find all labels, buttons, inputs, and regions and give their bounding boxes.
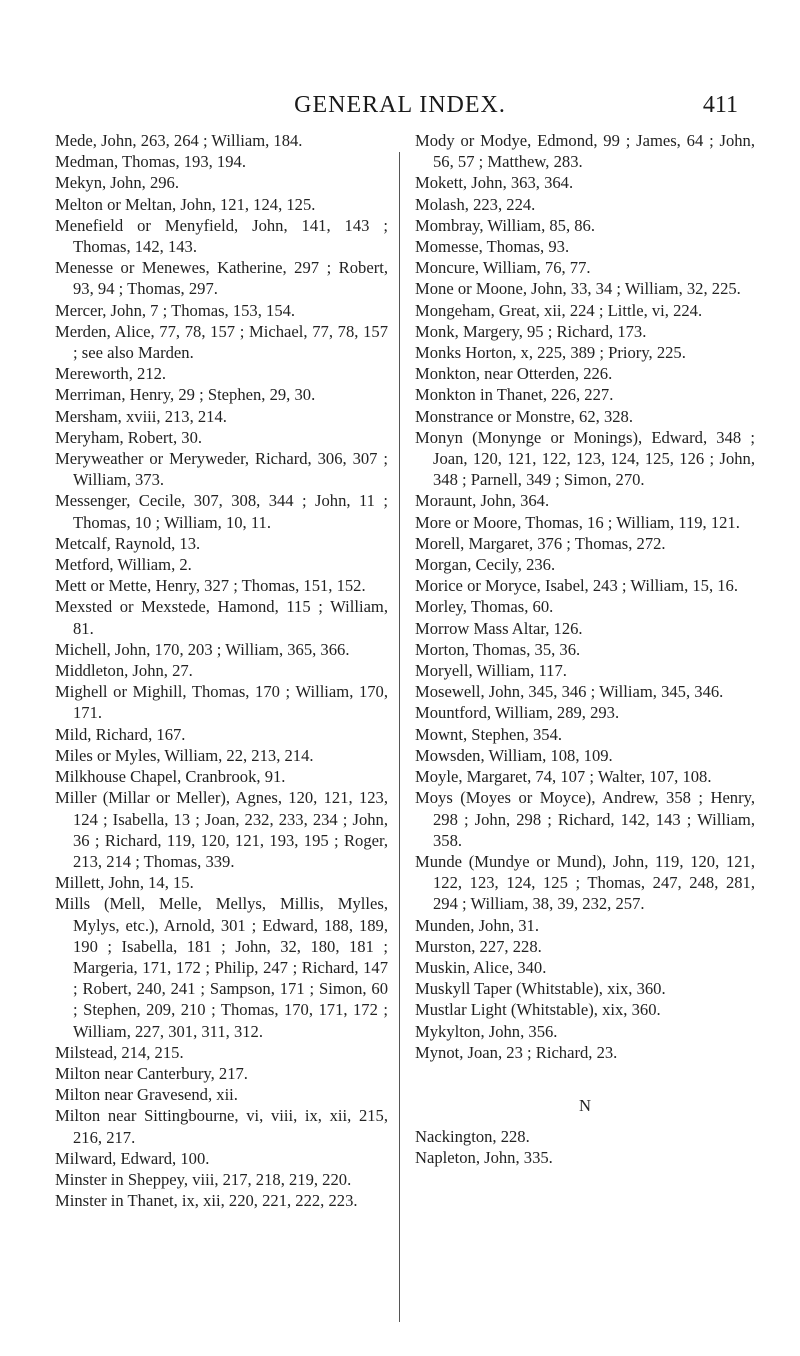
index-entry: Mongeham, Great, xii, 224 ; Little, vi, 224. bbox=[415, 300, 703, 320]
index-entry: Meryham, Robert, 30. bbox=[55, 427, 203, 447]
index-entry: Miles or Myles, William, 22, 213, 214. bbox=[55, 745, 314, 765]
index-entry: Monstrance or Monstre, 62, 328. bbox=[415, 406, 633, 426]
index-entry: Mede, John, 263, 264 ; William, 184. bbox=[55, 131, 303, 150]
index-entry: Mersham, xviii, 213, 214. bbox=[55, 406, 227, 426]
index-entry: Morton, Thomas, 35, 36. bbox=[415, 639, 581, 659]
index-entry: Milward, Edward, 100. bbox=[55, 1148, 210, 1168]
index-entry: Meryweather or Meryweder, Richard, 306, 307 ; William, 373. bbox=[55, 449, 388, 490]
right-column bbox=[415, 130, 755, 1169]
page-number: 411 bbox=[702, 92, 738, 118]
right-column-entries bbox=[415, 130, 755, 1063]
index-entry: Muskin, Alice, 340. bbox=[415, 957, 547, 977]
index-entry: Milkhouse Chapel, Cranbrook, 91. bbox=[55, 767, 286, 787]
index-entry: Metcalf, Raynold, 13. bbox=[55, 533, 201, 553]
index-entry: Mexsted or Mexstede, Hamond, 115 ; William, 81. bbox=[55, 597, 388, 638]
index-entry: Mynot, Joan, 23 ; Richard, 23. bbox=[415, 1042, 618, 1062]
index-entry: Monkton in Thanet, 226, 227. bbox=[415, 385, 614, 405]
index-entry: Moyle, Margaret, 74, 107 ; Walter, 107, 108. bbox=[415, 767, 712, 787]
index-entry: Mereworth, 212. bbox=[55, 364, 167, 384]
index-entry: Moncure, William, 76, 77. bbox=[415, 258, 591, 278]
index-entry: Michell, John, 170, 203 ; William, 365, 366. bbox=[55, 639, 350, 659]
index-entry: Nackington, 228. bbox=[415, 1127, 530, 1147]
index-entry: Mercer, John, 7 ; Thomas, 153, 154. bbox=[55, 300, 296, 320]
index-entry: More or Moore, Thomas, 16 ; William, 119, 121. bbox=[415, 512, 740, 532]
column-divider bbox=[399, 152, 400, 1322]
index-entry: Morley, Thomas, 60. bbox=[415, 597, 554, 617]
index-entry: Murston, 227, 228. bbox=[415, 936, 542, 956]
index-entry: Mild, Richard, 167. bbox=[55, 724, 186, 744]
index-entry: Momesse, Thomas, 93. bbox=[415, 237, 570, 257]
index-entry: Mokett, John, 363, 364. bbox=[415, 173, 574, 193]
index-entry: Morrow Mass Altar, 126. bbox=[415, 618, 583, 638]
index-entry: Milton near Gravesend, xii. bbox=[55, 1085, 238, 1105]
index-entry: Mekyn, John, 296. bbox=[55, 173, 179, 193]
index-entry: Mownt, Stephen, 354. bbox=[415, 724, 563, 744]
index-entry: Menefield or Menyfield, John, 141, 143 ; Thomas, 142, 143. bbox=[55, 215, 388, 257]
index-entry: Mowsden, William, 108, 109. bbox=[415, 745, 613, 765]
index-entry: Menesse or Menewes, Katherine, 297 ; Robert, 93, 94 ; Thomas, 297. bbox=[55, 258, 388, 299]
index-entry: Napleton, John, 335. bbox=[415, 1148, 553, 1168]
index-entry: Monks Horton, x, 225, 389 ; Priory, 225. bbox=[415, 343, 686, 363]
index-entry: Mone or Moone, John, 33, 34 ; William, 32, 225. bbox=[415, 279, 741, 299]
index-entry: Melton or Meltan, John, 121, 124, 125. bbox=[55, 194, 316, 214]
index-entry: Milton near Sittingbourne, vi, viii, ix, xii, 215, 216, 217. bbox=[55, 1106, 388, 1147]
index-entry: Moraunt, John, 364. bbox=[415, 491, 550, 511]
index-entry: Mighell or Mighill, Thomas, 170 ; William, 170, 171. bbox=[55, 682, 388, 723]
index-entry: Morell, Margaret, 376 ; Thomas, 272. bbox=[415, 533, 666, 553]
index-entry: Minster in Sheppey, viii, 217, 218, 219, 220. bbox=[55, 1169, 352, 1189]
index-entry: Molash, 223, 224. bbox=[415, 194, 536, 214]
index-entry: Mills (Mell, Melle, Mellys, Millis, Mylles, Mylys, etc.), Arnold, 301 ; Edward, 188, 189, 190 ; Isabella, 181 ; John, 32, 180, 181 ; Margeria, 171, 172 ; Philip, 247 ; Richard, 147 ; Robert, 240, 241 ; Sampson, 171 ; Simon, 60 ; Stephen, 209, 210 ; Thomas, 170, 171, 172 ; William, 227, 301, 311, 312. bbox=[55, 894, 388, 1041]
index-entry: Moryell, William, 117. bbox=[415, 661, 567, 681]
section-n-entries bbox=[415, 1126, 755, 1168]
index-entry: Monk, Margery, 95 ; Richard, 173. bbox=[415, 321, 647, 341]
index-entry: Morice or Moryce, Isabel, 243 ; William, 15, 16. bbox=[415, 576, 738, 596]
index-entry: Millett, John, 14, 15. bbox=[55, 873, 194, 893]
index-entry: Moys (Moyes or Moyce), Andrew, 358 ; Henry, 298 ; John, 298 ; Richard, 142, 143 ; William, 358. bbox=[415, 788, 755, 850]
index-entry: Morgan, Cecily, 236. bbox=[415, 555, 556, 575]
left-column bbox=[55, 130, 388, 1211]
index-entry: Monkton, near Otterden, 226. bbox=[415, 364, 613, 384]
running-title: GENERAL INDEX. bbox=[294, 92, 506, 118]
index-entry: Mykylton, John, 356. bbox=[415, 1021, 558, 1041]
page-header bbox=[0, 92, 800, 124]
index-entry: Mombray, William, 85, 86. bbox=[415, 215, 596, 235]
index-entry: Mody or Modye, Edmond, 99 ; James, 64 ; John, 56, 57 ; Matthew, 283. bbox=[415, 131, 755, 172]
index-entry: Munden, John, 31. bbox=[415, 915, 539, 935]
index-entry: Mosewell, John, 345, 346 ; William, 345, 346. bbox=[415, 682, 724, 702]
index-entry: Medman, Thomas, 193, 194. bbox=[55, 152, 246, 172]
index-entry: Messenger, Cecile, 307, 308, 344 ; John, 11 ; Thomas, 10 ; William, 10, 11. bbox=[55, 491, 388, 532]
index-entry: Monyn (Monynge or Monings), Edward, 348 ; Joan, 120, 121, 122, 123, 124, 125, 126 ; John, 348 ; Parnell, 349 ; Simon, 270. bbox=[415, 427, 755, 490]
index-entry: Miller (Millar or Meller), Agnes, 120, 121, 123, 124 ; Isabella, 13 ; Joan, 232, 233, 234 ; John, 36 ; Richard, 119, 120, 121, 193, 195 ; Roger, 213, 214 ; Thomas, 339. bbox=[55, 788, 388, 871]
index-entry: Merden, Alice, 77, 78, 157 ; Michael, 77, 78, 157 ; see also Marden. bbox=[55, 321, 388, 363]
index-entry: Mett or Mette, Henry, 327 ; Thomas, 151, 152. bbox=[55, 576, 366, 596]
index-entry: Mustlar Light (Whitstable), xix, 360. bbox=[415, 1000, 661, 1020]
index-entry: Metford, William, 2. bbox=[55, 555, 192, 575]
section-letter-n: N bbox=[579, 1095, 591, 1115]
index-entry: Middleton, John, 27. bbox=[55, 661, 193, 681]
index-entry: Muskyll Taper (Whitstable), xix, 360. bbox=[415, 979, 666, 999]
index-entry: Minster in Thanet, ix, xii, 220, 221, 222, 223. bbox=[55, 1191, 358, 1211]
index-entry: Mountford, William, 289, 293. bbox=[415, 703, 620, 723]
index-entry: Milstead, 214, 215. bbox=[55, 1042, 184, 1062]
index-entry: Munde (Mundye or Mund), John, 119, 120, 121, 122, 123, 124, 125 ; Thomas, 247, 248, 281, 294 ; William, 38, 39, 232, 257. bbox=[415, 851, 755, 914]
index-entry: Merriman, Henry, 29 ; Stephen, 29, 30. bbox=[55, 385, 316, 405]
index-entry: Milton near Canterbury, 217. bbox=[55, 1063, 248, 1083]
